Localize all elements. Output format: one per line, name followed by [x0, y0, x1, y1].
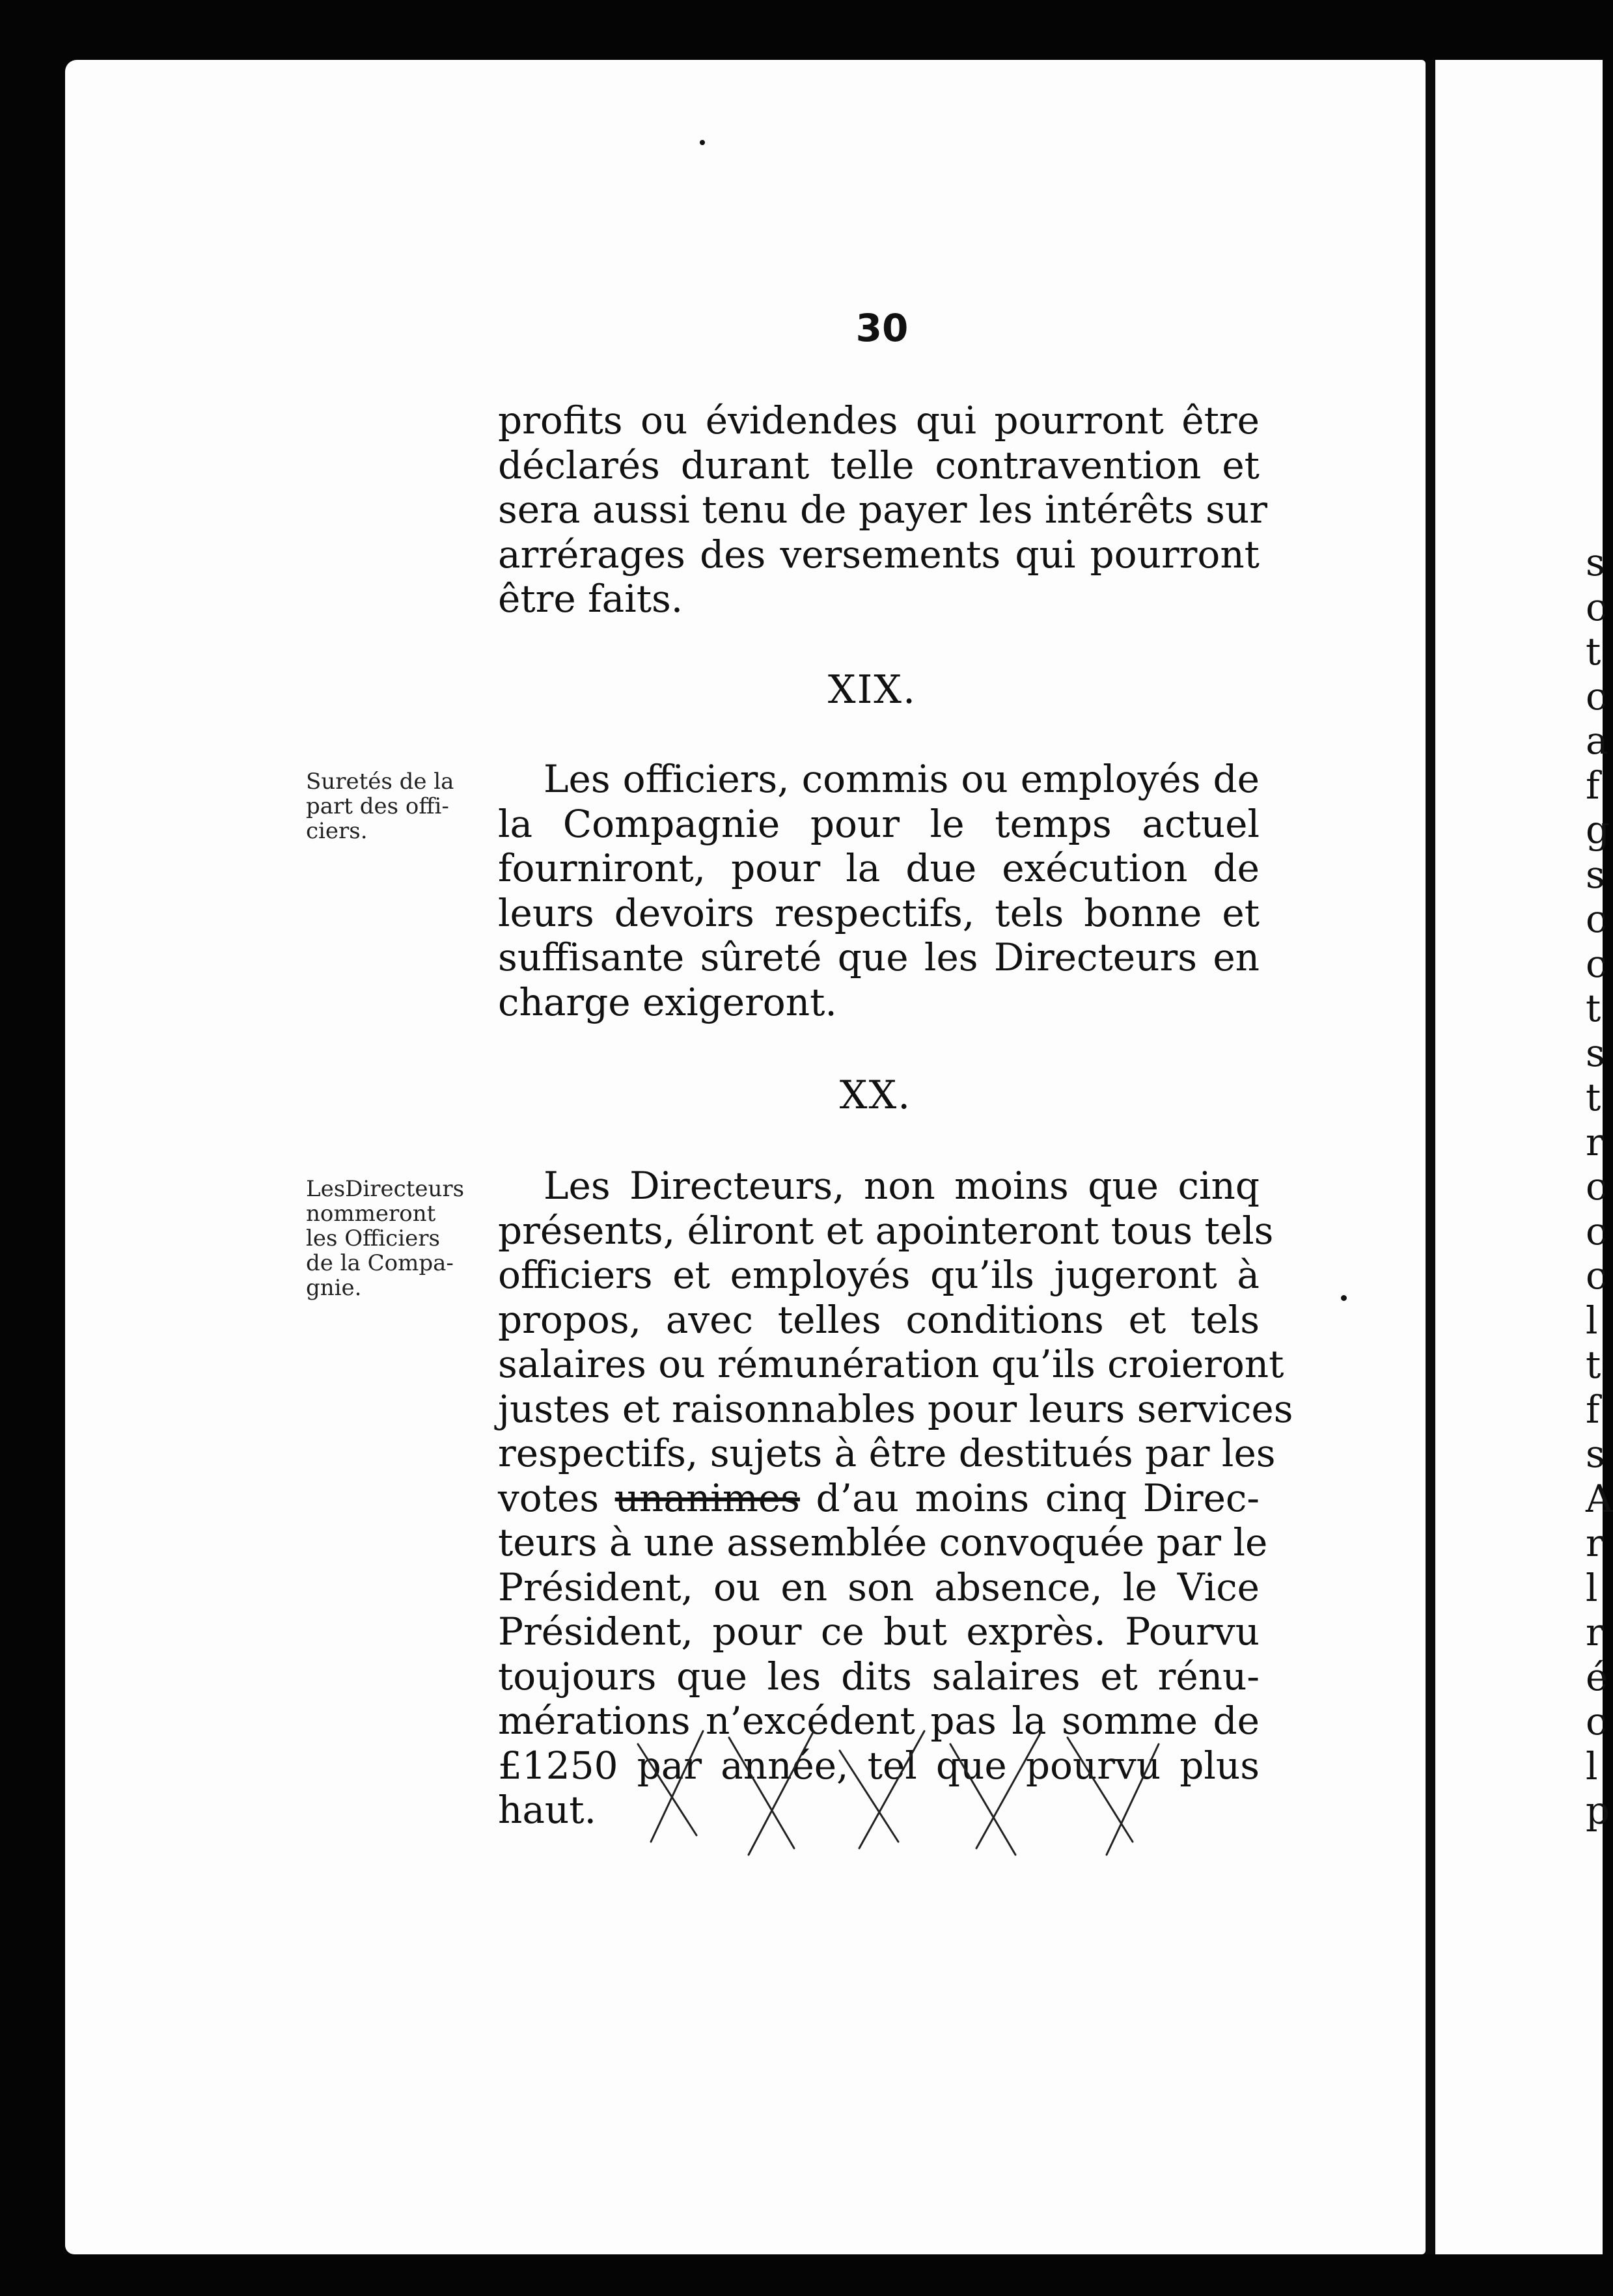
section-heading-xix: XIX. — [827, 667, 917, 713]
facing-page-text — [1586, 540, 1613, 1833]
facing-page-letter: p — [1586, 1788, 1610, 1833]
facing-page-letter: c — [1586, 584, 1607, 629]
facing-page-letter: s — [1586, 540, 1605, 584]
text-line: charge exigeront. — [498, 979, 837, 1024]
left-page — [65, 60, 1426, 2254]
facing-page-letter: r — [1586, 1119, 1604, 1164]
facing-page-letter: c — [1586, 1253, 1607, 1298]
margin-note-line: gnie. — [306, 1275, 362, 1301]
margin-note-line: nommeront — [306, 1201, 436, 1227]
margin-note-line: Suretés de la — [306, 769, 454, 795]
text-line: Les officiers, commis ou employés de — [544, 757, 1260, 801]
paper-speck — [700, 140, 705, 145]
text-line: fourniront, pour la due exécution de — [498, 846, 1260, 890]
facing-page-letter: c — [1586, 941, 1607, 986]
facing-page-letter: l — [1586, 1565, 1598, 1610]
text-line: £1250 par année, tel que pourvu plus — [498, 1743, 1260, 1788]
facing-page-letter: r — [1586, 1521, 1604, 1565]
text-line: la Compagnie pour le temps actuel — [498, 801, 1260, 846]
facing-page-letter: t — [1586, 629, 1601, 674]
facing-page-letter: c — [1586, 1209, 1607, 1253]
top-paragraph — [498, 398, 1267, 622]
margin-note-xx — [306, 1177, 482, 1300]
facing-page-letter: g — [1586, 808, 1610, 852]
facing-page-letter: l — [1586, 1743, 1598, 1788]
text-line-votes — [498, 1476, 1260, 1521]
facing-page-letter: c — [1586, 1164, 1607, 1209]
text-line: arrérages des versements qui pourront — [498, 532, 1260, 577]
section-xix-paragraph — [498, 757, 1260, 1024]
text-line: teurs à une assemblée convoquée par le — [498, 1520, 1268, 1565]
text-line: Les Directeurs, non moins que cinq — [544, 1164, 1260, 1208]
facing-page-letter: f — [1586, 1387, 1600, 1432]
facing-page-letter: l — [1586, 1298, 1598, 1343]
margin-note-line: LesDirecteurs — [306, 1176, 465, 1202]
text-line: mérations n’excédent pas la somme de — [498, 1699, 1260, 1743]
facing-page — [1435, 60, 1603, 2254]
facing-page-letter: c — [1586, 674, 1607, 718]
text-line: salaires ou rémunération qu’ils croieront — [498, 1342, 1284, 1386]
text-line: respectifs, sujets à être destitués par les — [498, 1431, 1276, 1475]
text-line: toujours que les dits salaires et rénu- — [498, 1654, 1260, 1699]
margin-note-line: ciers. — [306, 818, 368, 844]
margin-note-xix — [306, 769, 482, 843]
text-line: propos, avec telles conditions et tels — [498, 1297, 1260, 1342]
struck-word: unanimes — [614, 1475, 800, 1520]
text-line: leurs devoirs respectifs, tels bonne et — [498, 890, 1260, 935]
text-line: sera aussi tenu de payer les intérêts sur — [498, 487, 1267, 532]
text-line: haut. — [498, 1788, 597, 1832]
margin-note-line: les Officiers — [306, 1225, 440, 1251]
facing-page-letter: s — [1586, 1030, 1605, 1075]
text-line: être faits. — [498, 577, 683, 621]
facing-page-letter: s — [1586, 1432, 1605, 1476]
facing-page-letter: t — [1586, 1343, 1601, 1387]
paper-speck — [1341, 1295, 1347, 1301]
text-line: officiers et employés qu’ils jugeront à — [498, 1253, 1260, 1297]
page-number: 30 — [855, 306, 909, 350]
votes-text: votes — [498, 1475, 615, 1520]
facing-page-letter: r — [1586, 1610, 1604, 1654]
facing-page-letter: t — [1586, 1075, 1601, 1119]
margin-note-line: part des offi- — [306, 793, 449, 819]
facing-page-letter: f — [1586, 763, 1600, 808]
facing-page-letter: c — [1586, 1699, 1607, 1743]
text-line: Président, pour ce but exprès. Pourvu — [498, 1609, 1260, 1654]
facing-page-letter: t — [1586, 986, 1601, 1030]
facing-page-letter: A — [1586, 1476, 1613, 1521]
text-line: profits ou évidendes qui pourront être — [498, 398, 1260, 443]
text-line: justes et raisonnables pour leurs services — [498, 1386, 1293, 1431]
margin-note-line: de la Compa- — [306, 1250, 454, 1276]
facing-page-letter: a — [1586, 718, 1608, 763]
text-line: présents, éliront et apointeront tous tels — [498, 1208, 1274, 1253]
section-heading-xx: XX. — [839, 1073, 912, 1118]
facing-page-letter: c — [1586, 897, 1607, 941]
votes-text-after: d’au moins cinq Direc- — [799, 1475, 1260, 1520]
facing-page-letter: s — [1586, 852, 1605, 897]
text-line: suffisante sûreté que les Directeurs en — [498, 935, 1260, 979]
handwritten-cross-marks — [625, 1705, 1211, 1861]
facing-page-letter: é — [1586, 1654, 1608, 1699]
text-line: Président, ou en son absence, le Vice — [498, 1565, 1260, 1609]
text-line: déclarés durant telle contravention et — [498, 443, 1260, 487]
page-gutter — [1426, 60, 1435, 2254]
